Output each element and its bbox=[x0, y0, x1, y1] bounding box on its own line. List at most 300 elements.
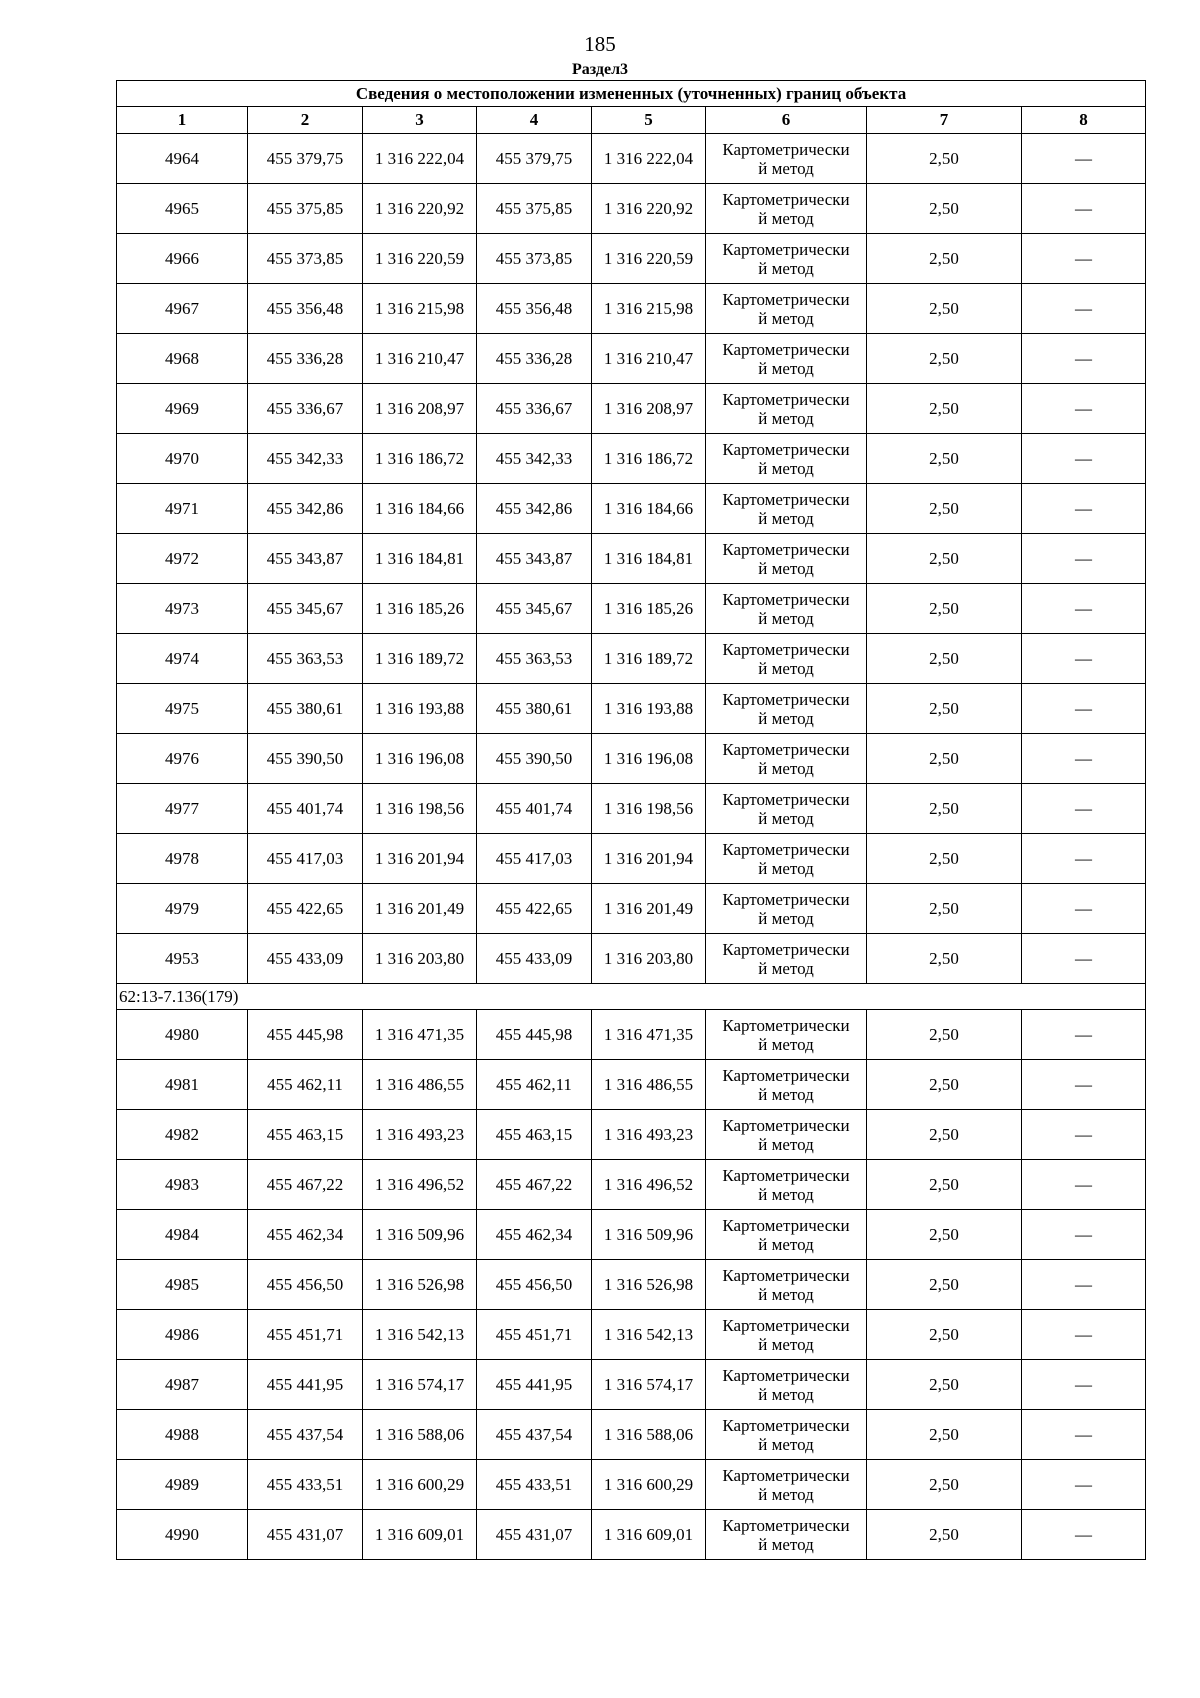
x-coordinate-cell: 455 401,74 bbox=[477, 784, 592, 834]
y-coordinate-cell: 1 316 220,92 bbox=[363, 184, 477, 234]
y-coordinate-cell: 1 316 193,88 bbox=[592, 684, 706, 734]
method-text-line: й метод bbox=[758, 858, 814, 878]
method-text-line: Картометрически bbox=[722, 889, 850, 909]
x-coordinate-cell: 455 342,86 bbox=[477, 484, 592, 534]
accuracy-cell: 2,50 bbox=[867, 184, 1022, 234]
y-coordinate-cell: 1 316 486,55 bbox=[592, 1060, 706, 1110]
method-text-line: Картометрически bbox=[722, 439, 850, 459]
table-row bbox=[117, 534, 1146, 584]
x-coordinate-cell: 455 342,33 bbox=[248, 434, 363, 484]
accuracy-cell: 2,50 bbox=[867, 1160, 1022, 1210]
y-coordinate-cell: 1 316 198,56 bbox=[363, 784, 477, 834]
method-text-line: Картометрически bbox=[722, 539, 850, 559]
table-row bbox=[117, 1410, 1146, 1460]
y-coordinate-cell: 1 316 509,96 bbox=[363, 1210, 477, 1260]
x-coordinate-cell: 455 431,07 bbox=[477, 1510, 592, 1560]
point-number-cell: 4966 bbox=[117, 234, 248, 284]
point-number-cell: 4978 bbox=[117, 834, 248, 884]
x-coordinate-cell: 455 363,53 bbox=[248, 634, 363, 684]
x-coordinate-cell: 455 462,34 bbox=[248, 1210, 363, 1260]
method-cell bbox=[706, 1510, 867, 1560]
y-coordinate-cell: 1 316 193,88 bbox=[363, 684, 477, 734]
method-text-line: й метод bbox=[758, 1084, 814, 1104]
column-header: 7 bbox=[867, 107, 1022, 134]
method-cell bbox=[706, 1360, 867, 1410]
table-row bbox=[117, 1510, 1146, 1560]
y-coordinate-cell: 1 316 542,13 bbox=[363, 1310, 477, 1360]
table-row bbox=[117, 134, 1146, 184]
note-cell: — bbox=[1022, 884, 1146, 934]
note-cell: — bbox=[1022, 484, 1146, 534]
accuracy-cell: 2,50 bbox=[867, 384, 1022, 434]
method-cell bbox=[706, 1160, 867, 1210]
method-text-line: Картометрически bbox=[722, 289, 850, 309]
y-coordinate-cell: 1 316 184,81 bbox=[592, 534, 706, 584]
point-number-cell: 4965 bbox=[117, 184, 248, 234]
x-coordinate-cell: 455 390,50 bbox=[477, 734, 592, 784]
note-cell: — bbox=[1022, 1010, 1146, 1060]
table-row bbox=[117, 734, 1146, 784]
x-coordinate-cell: 455 375,85 bbox=[248, 184, 363, 234]
y-coordinate-cell: 1 316 198,56 bbox=[592, 784, 706, 834]
method-text-line: Картометрически bbox=[722, 1265, 850, 1285]
point-number-cell: 4981 bbox=[117, 1060, 248, 1110]
table-row bbox=[117, 1310, 1146, 1360]
coordinates-table bbox=[116, 80, 1146, 1560]
y-coordinate-cell: 1 316 201,49 bbox=[592, 884, 706, 934]
method-text-line: й метод bbox=[758, 608, 814, 628]
x-coordinate-cell: 455 336,67 bbox=[248, 384, 363, 434]
table-row bbox=[117, 934, 1146, 984]
table-row bbox=[117, 384, 1146, 434]
x-coordinate-cell: 455 433,51 bbox=[248, 1460, 363, 1510]
x-coordinate-cell: 455 342,33 bbox=[477, 434, 592, 484]
method-cell bbox=[706, 184, 867, 234]
method-cell bbox=[706, 734, 867, 784]
method-text-line: й метод bbox=[758, 158, 814, 178]
y-coordinate-cell: 1 316 493,23 bbox=[363, 1110, 477, 1160]
point-number-cell: 4977 bbox=[117, 784, 248, 834]
x-coordinate-cell: 455 462,11 bbox=[477, 1060, 592, 1110]
accuracy-cell: 2,50 bbox=[867, 234, 1022, 284]
accuracy-cell: 2,50 bbox=[867, 634, 1022, 684]
point-number-cell: 4964 bbox=[117, 134, 248, 184]
point-number-cell: 4975 bbox=[117, 684, 248, 734]
method-text-line: Картометрически bbox=[722, 1065, 850, 1085]
y-coordinate-cell: 1 316 220,59 bbox=[363, 234, 477, 284]
method-text-line: Картометрически bbox=[722, 1115, 850, 1135]
method-text-line: й метод bbox=[758, 208, 814, 228]
note-cell: — bbox=[1022, 1410, 1146, 1460]
x-coordinate-cell: 455 336,28 bbox=[248, 334, 363, 384]
x-coordinate-cell: 455 345,67 bbox=[477, 584, 592, 634]
method-cell bbox=[706, 234, 867, 284]
x-coordinate-cell: 455 336,67 bbox=[477, 384, 592, 434]
y-coordinate-cell: 1 316 184,81 bbox=[363, 534, 477, 584]
accuracy-cell: 2,50 bbox=[867, 1210, 1022, 1260]
note-cell: — bbox=[1022, 1310, 1146, 1360]
x-coordinate-cell: 455 433,51 bbox=[477, 1460, 592, 1510]
x-coordinate-cell: 455 380,61 bbox=[477, 684, 592, 734]
y-coordinate-cell: 1 316 600,29 bbox=[363, 1460, 477, 1510]
method-text-line: Картометрически bbox=[722, 1365, 850, 1385]
x-coordinate-cell: 455 437,54 bbox=[477, 1410, 592, 1460]
method-text-line: Картометрически bbox=[722, 639, 850, 659]
x-coordinate-cell: 455 375,85 bbox=[477, 184, 592, 234]
x-coordinate-cell: 455 445,98 bbox=[477, 1010, 592, 1060]
method-text-line: й метод bbox=[758, 1334, 814, 1354]
method-text-line: й метод bbox=[758, 558, 814, 578]
accuracy-cell: 2,50 bbox=[867, 134, 1022, 184]
y-coordinate-cell: 1 316 203,80 bbox=[592, 934, 706, 984]
y-coordinate-cell: 1 316 185,26 bbox=[363, 584, 477, 634]
point-number-cell: 4976 bbox=[117, 734, 248, 784]
x-coordinate-cell: 455 441,95 bbox=[477, 1360, 592, 1410]
x-coordinate-cell: 455 356,48 bbox=[477, 284, 592, 334]
method-text-line: й метод bbox=[758, 758, 814, 778]
note-cell: — bbox=[1022, 534, 1146, 584]
y-coordinate-cell: 1 316 574,17 bbox=[363, 1360, 477, 1410]
method-cell bbox=[706, 484, 867, 534]
x-coordinate-cell: 455 467,22 bbox=[477, 1160, 592, 1210]
x-coordinate-cell: 455 431,07 bbox=[248, 1510, 363, 1560]
method-cell bbox=[706, 534, 867, 584]
y-coordinate-cell: 1 316 215,98 bbox=[592, 284, 706, 334]
method-text-line: й метод bbox=[758, 408, 814, 428]
y-coordinate-cell: 1 316 609,01 bbox=[363, 1510, 477, 1560]
x-coordinate-cell: 455 456,50 bbox=[248, 1260, 363, 1310]
table-row bbox=[117, 234, 1146, 284]
x-coordinate-cell: 455 373,85 bbox=[248, 234, 363, 284]
note-cell: — bbox=[1022, 1060, 1146, 1110]
method-text-line: й метод bbox=[758, 808, 814, 828]
x-coordinate-cell: 455 380,61 bbox=[248, 684, 363, 734]
accuracy-cell: 2,50 bbox=[867, 734, 1022, 784]
table-row bbox=[117, 884, 1146, 934]
method-text-line: Картометрически bbox=[722, 139, 850, 159]
y-coordinate-cell: 1 316 201,94 bbox=[592, 834, 706, 884]
y-coordinate-cell: 1 316 496,52 bbox=[363, 1160, 477, 1210]
x-coordinate-cell: 455 441,95 bbox=[248, 1360, 363, 1410]
method-cell bbox=[706, 584, 867, 634]
method-cell bbox=[706, 1110, 867, 1160]
table-row bbox=[117, 584, 1146, 634]
y-coordinate-cell: 1 316 471,35 bbox=[592, 1010, 706, 1060]
note-cell: — bbox=[1022, 784, 1146, 834]
accuracy-cell: 2,50 bbox=[867, 834, 1022, 884]
method-text-line: Картометрически bbox=[722, 339, 850, 359]
x-coordinate-cell: 455 345,67 bbox=[248, 584, 363, 634]
x-coordinate-cell: 455 417,03 bbox=[477, 834, 592, 884]
point-number-cell: 4984 bbox=[117, 1210, 248, 1260]
column-header-row bbox=[117, 107, 1146, 134]
y-coordinate-cell: 1 316 201,49 bbox=[363, 884, 477, 934]
point-number-cell: 4974 bbox=[117, 634, 248, 684]
y-coordinate-cell: 1 316 220,59 bbox=[592, 234, 706, 284]
x-coordinate-cell: 455 467,22 bbox=[248, 1160, 363, 1210]
note-cell: — bbox=[1022, 384, 1146, 434]
table-row bbox=[117, 634, 1146, 684]
x-coordinate-cell: 455 463,15 bbox=[248, 1110, 363, 1160]
method-text-line: Картометрически bbox=[722, 689, 850, 709]
table-row bbox=[117, 1160, 1146, 1210]
accuracy-cell: 2,50 bbox=[867, 334, 1022, 384]
method-cell bbox=[706, 1460, 867, 1510]
point-number-cell: 4988 bbox=[117, 1410, 248, 1460]
point-number-cell: 4979 bbox=[117, 884, 248, 934]
column-header: 6 bbox=[706, 107, 867, 134]
y-coordinate-cell: 1 316 496,52 bbox=[592, 1160, 706, 1210]
table-row bbox=[117, 784, 1146, 834]
note-cell: — bbox=[1022, 1110, 1146, 1160]
table-row bbox=[117, 184, 1146, 234]
note-cell: — bbox=[1022, 434, 1146, 484]
method-text-line: й метод bbox=[758, 958, 814, 978]
method-text-line: Картометрически bbox=[722, 839, 850, 859]
note-cell: — bbox=[1022, 1160, 1146, 1210]
accuracy-cell: 2,50 bbox=[867, 1110, 1022, 1160]
x-coordinate-cell: 455 422,65 bbox=[477, 884, 592, 934]
method-text-line: й метод bbox=[758, 1484, 814, 1504]
method-cell bbox=[706, 934, 867, 984]
method-text-line: й метод bbox=[758, 508, 814, 528]
method-cell bbox=[706, 1260, 867, 1310]
accuracy-cell: 2,50 bbox=[867, 1510, 1022, 1560]
table-row bbox=[117, 434, 1146, 484]
x-coordinate-cell: 455 379,75 bbox=[477, 134, 592, 184]
accuracy-cell: 2,50 bbox=[867, 1310, 1022, 1360]
accuracy-cell: 2,50 bbox=[867, 1360, 1022, 1410]
y-coordinate-cell: 1 316 542,13 bbox=[592, 1310, 706, 1360]
x-coordinate-cell: 455 445,98 bbox=[248, 1010, 363, 1060]
column-header: 5 bbox=[592, 107, 706, 134]
method-cell bbox=[706, 1310, 867, 1360]
table-row bbox=[117, 1060, 1146, 1110]
group-label-row bbox=[117, 984, 1146, 1010]
page-number: 185 bbox=[584, 32, 616, 56]
method-cell bbox=[706, 434, 867, 484]
note-cell: — bbox=[1022, 634, 1146, 684]
method-cell bbox=[706, 884, 867, 934]
y-coordinate-cell: 1 316 222,04 bbox=[592, 134, 706, 184]
table-title-row bbox=[117, 81, 1146, 107]
point-number-cell: 4989 bbox=[117, 1460, 248, 1510]
note-cell: — bbox=[1022, 334, 1146, 384]
method-text-line: й метод bbox=[758, 358, 814, 378]
method-text-line: й метод bbox=[758, 1234, 814, 1254]
method-text-line: й метод bbox=[758, 658, 814, 678]
point-number-cell: 4973 bbox=[117, 584, 248, 634]
y-coordinate-cell: 1 316 609,01 bbox=[592, 1510, 706, 1560]
accuracy-cell: 2,50 bbox=[867, 484, 1022, 534]
column-header: 3 bbox=[363, 107, 477, 134]
y-coordinate-cell: 1 316 471,35 bbox=[363, 1010, 477, 1060]
table-row bbox=[117, 1360, 1146, 1410]
method-cell bbox=[706, 684, 867, 734]
section-label: Раздел3 bbox=[571, 61, 629, 78]
method-cell bbox=[706, 134, 867, 184]
method-cell bbox=[706, 1410, 867, 1460]
note-cell: — bbox=[1022, 184, 1146, 234]
table-row bbox=[117, 834, 1146, 884]
y-coordinate-cell: 1 316 588,06 bbox=[363, 1410, 477, 1460]
point-number-cell: 4990 bbox=[117, 1510, 248, 1560]
note-cell: — bbox=[1022, 834, 1146, 884]
x-coordinate-cell: 455 401,74 bbox=[248, 784, 363, 834]
accuracy-cell: 2,50 bbox=[867, 884, 1022, 934]
method-text-line: й метод bbox=[758, 258, 814, 278]
method-text-line: й метод bbox=[758, 1184, 814, 1204]
method-cell bbox=[706, 634, 867, 684]
accuracy-cell: 2,50 bbox=[867, 1460, 1022, 1510]
method-cell bbox=[706, 1210, 867, 1260]
method-cell bbox=[706, 1010, 867, 1060]
x-coordinate-cell: 455 356,48 bbox=[248, 284, 363, 334]
y-coordinate-cell: 1 316 189,72 bbox=[363, 634, 477, 684]
point-number-cell: 4987 bbox=[117, 1360, 248, 1410]
x-coordinate-cell: 455 342,86 bbox=[248, 484, 363, 534]
point-number-cell: 4953 bbox=[117, 934, 248, 984]
y-coordinate-cell: 1 316 185,26 bbox=[592, 584, 706, 634]
column-header: 2 bbox=[248, 107, 363, 134]
y-coordinate-cell: 1 316 574,17 bbox=[592, 1360, 706, 1410]
y-coordinate-cell: 1 316 201,94 bbox=[363, 834, 477, 884]
table-row bbox=[117, 484, 1146, 534]
y-coordinate-cell: 1 316 196,08 bbox=[363, 734, 477, 784]
y-coordinate-cell: 1 316 526,98 bbox=[592, 1260, 706, 1310]
table-row bbox=[117, 334, 1146, 384]
note-cell: — bbox=[1022, 1510, 1146, 1560]
x-coordinate-cell: 455 336,28 bbox=[477, 334, 592, 384]
table-row bbox=[117, 1010, 1146, 1060]
x-coordinate-cell: 455 462,11 bbox=[248, 1060, 363, 1110]
method-text-line: й метод bbox=[758, 458, 814, 478]
column-header: 1 bbox=[117, 107, 248, 134]
accuracy-cell: 2,50 bbox=[867, 1410, 1022, 1460]
y-coordinate-cell: 1 316 184,66 bbox=[363, 484, 477, 534]
x-coordinate-cell: 455 456,50 bbox=[477, 1260, 592, 1310]
method-cell bbox=[706, 284, 867, 334]
x-coordinate-cell: 455 390,50 bbox=[248, 734, 363, 784]
method-text-line: Картометрически bbox=[722, 489, 850, 509]
table-row bbox=[117, 1110, 1146, 1160]
note-cell: — bbox=[1022, 734, 1146, 784]
point-number-cell: 4969 bbox=[117, 384, 248, 434]
y-coordinate-cell: 1 316 215,98 bbox=[363, 284, 477, 334]
method-text-line: Картометрически bbox=[722, 1215, 850, 1235]
y-coordinate-cell: 1 316 493,23 bbox=[592, 1110, 706, 1160]
x-coordinate-cell: 455 373,85 bbox=[477, 234, 592, 284]
column-header: 8 bbox=[1022, 107, 1146, 134]
accuracy-cell: 2,50 bbox=[867, 434, 1022, 484]
method-cell bbox=[706, 334, 867, 384]
y-coordinate-cell: 1 316 220,92 bbox=[592, 184, 706, 234]
method-text-line: й метод bbox=[758, 308, 814, 328]
y-coordinate-cell: 1 316 186,72 bbox=[592, 434, 706, 484]
point-number-cell: 4986 bbox=[117, 1310, 248, 1360]
method-text-line: Картометрически bbox=[722, 189, 850, 209]
method-text-line: Картометрически bbox=[722, 589, 850, 609]
table-row bbox=[117, 1260, 1146, 1310]
y-coordinate-cell: 1 316 210,47 bbox=[363, 334, 477, 384]
point-number-cell: 4968 bbox=[117, 334, 248, 384]
method-text-line: Картометрически bbox=[722, 939, 850, 959]
point-number-cell: 4970 bbox=[117, 434, 248, 484]
accuracy-cell: 2,50 bbox=[867, 684, 1022, 734]
table-row bbox=[117, 684, 1146, 734]
point-number-cell: 4982 bbox=[117, 1110, 248, 1160]
note-cell: — bbox=[1022, 1360, 1146, 1410]
x-coordinate-cell: 455 417,03 bbox=[248, 834, 363, 884]
method-text-line: Картометрически bbox=[722, 389, 850, 409]
table-row bbox=[117, 284, 1146, 334]
method-text-line: Картометрически bbox=[722, 239, 850, 259]
method-text-line: й метод bbox=[758, 1384, 814, 1404]
method-text-line: й метод bbox=[758, 1534, 814, 1554]
note-cell: — bbox=[1022, 1460, 1146, 1510]
x-coordinate-cell: 455 343,87 bbox=[477, 534, 592, 584]
method-text-line: Картометрически bbox=[722, 1515, 850, 1535]
y-coordinate-cell: 1 316 526,98 bbox=[363, 1260, 477, 1310]
accuracy-cell: 2,50 bbox=[867, 534, 1022, 584]
table-title: Сведения о местоположении измененных (уточненных) границ объекта bbox=[117, 81, 1146, 107]
x-coordinate-cell: 455 343,87 bbox=[248, 534, 363, 584]
note-cell: — bbox=[1022, 684, 1146, 734]
y-coordinate-cell: 1 316 203,80 bbox=[363, 934, 477, 984]
y-coordinate-cell: 1 316 196,08 bbox=[592, 734, 706, 784]
method-cell bbox=[706, 784, 867, 834]
x-coordinate-cell: 455 433,09 bbox=[477, 934, 592, 984]
method-text-line: Картометрически bbox=[722, 1015, 850, 1035]
accuracy-cell: 2,50 bbox=[867, 284, 1022, 334]
y-coordinate-cell: 1 316 509,96 bbox=[592, 1210, 706, 1260]
point-number-cell: 4971 bbox=[117, 484, 248, 534]
y-coordinate-cell: 1 316 208,97 bbox=[363, 384, 477, 434]
x-coordinate-cell: 455 463,15 bbox=[477, 1110, 592, 1160]
method-text-line: й метод bbox=[758, 1284, 814, 1304]
method-text-line: й метод bbox=[758, 708, 814, 728]
accuracy-cell: 2,50 bbox=[867, 784, 1022, 834]
method-text-line: Картометрически bbox=[722, 1465, 850, 1485]
table-body bbox=[117, 81, 1146, 1560]
accuracy-cell: 2,50 bbox=[867, 1060, 1022, 1110]
method-text-line: й метод bbox=[758, 1134, 814, 1154]
method-text-line: Картометрически bbox=[722, 789, 850, 809]
method-text-line: й метод bbox=[758, 1434, 814, 1454]
note-cell: — bbox=[1022, 934, 1146, 984]
point-number-cell: 4980 bbox=[117, 1010, 248, 1060]
x-coordinate-cell: 455 422,65 bbox=[248, 884, 363, 934]
x-coordinate-cell: 455 462,34 bbox=[477, 1210, 592, 1260]
point-number-cell: 4972 bbox=[117, 534, 248, 584]
method-text-line: Картометрически bbox=[722, 739, 850, 759]
table-row bbox=[117, 1210, 1146, 1260]
accuracy-cell: 2,50 bbox=[867, 1260, 1022, 1310]
table-row bbox=[117, 1460, 1146, 1510]
note-cell: — bbox=[1022, 234, 1146, 284]
y-coordinate-cell: 1 316 486,55 bbox=[363, 1060, 477, 1110]
note-cell: — bbox=[1022, 134, 1146, 184]
y-coordinate-cell: 1 316 184,66 bbox=[592, 484, 706, 534]
method-text-line: Картометрически bbox=[722, 1415, 850, 1435]
x-coordinate-cell: 455 433,09 bbox=[248, 934, 363, 984]
column-header: 4 bbox=[477, 107, 592, 134]
note-cell: — bbox=[1022, 284, 1146, 334]
x-coordinate-cell: 455 451,71 bbox=[477, 1310, 592, 1360]
method-text-line: Картометрически bbox=[722, 1315, 850, 1335]
method-cell bbox=[706, 1060, 867, 1110]
point-number-cell: 4967 bbox=[117, 284, 248, 334]
